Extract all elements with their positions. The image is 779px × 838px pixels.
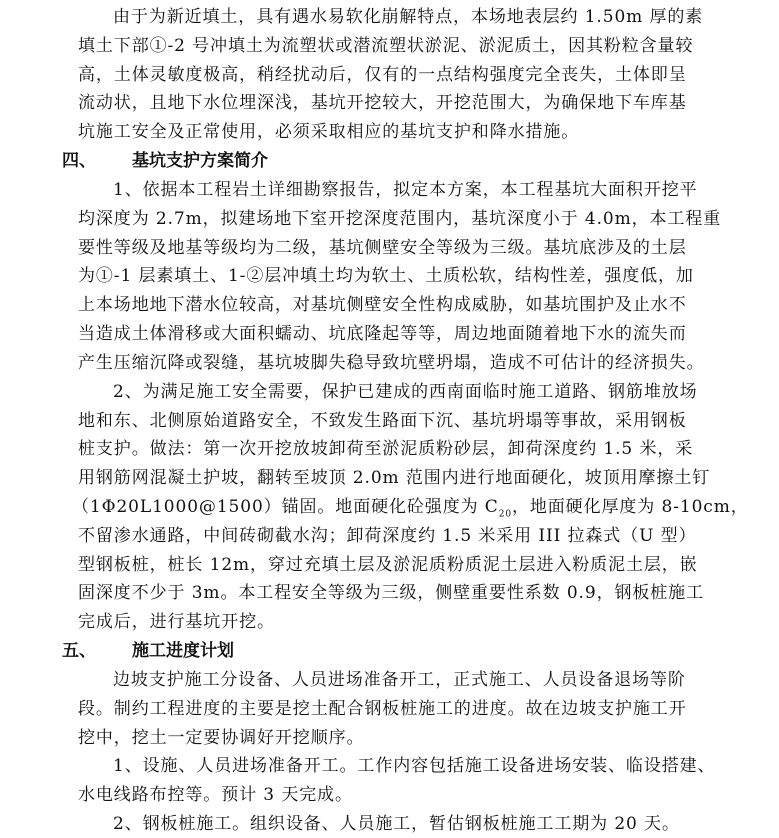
text-line: 填土下部①-2 号冲填土为流塑状或潜流塑状淤泥、淤泥质土，因其粉粒含量较 (78, 36, 694, 56)
text-line: 段。制约工程进度的主要是挖土配合钢板桩施工的进度。故在边坡支护施工开 (78, 699, 687, 719)
text-line: 坑施工安全及正常使用，必须采取相应的基坑支护和降水措施。 (78, 122, 580, 142)
text-segment: （1Φ20L1000@1500）锚固。地面硬化砼强度为 C (72, 497, 499, 517)
text-line (72, 497, 749, 520)
text-line: 2、为满足施工安全需要，保护已建成的西南面临时施工道路、钢筋堆放场 (113, 382, 698, 402)
text-line: 完成后，进行基坑开挖。 (78, 612, 275, 632)
text-line: 由于为新近填土，具有遇水易软化崩解特点，本场地表层约 1.50m 厚的素 (113, 7, 704, 27)
text-line: 用钢筋网混凝土护坡，翻转至坡顶 2.0m 范围内进行地面硬化，坡顶用摩擦土钉 (78, 468, 711, 488)
text-line: 流动状，且地下水位埋深浅，基坑开挖较大，开挖范围大，为确保地下车库基 (78, 93, 687, 113)
section-heading-5 (62, 641, 234, 661)
text-line: 为①-1 层素填土、1-②层冲填土均为软土、土质松软，结构性差，强度低，加 (78, 266, 694, 286)
text-line: 产生压缩沉降或裂缝，基坑坡脚失稳导致坑壁坍塌，造成不可估计的经济损失。 (78, 353, 705, 373)
text-segment: ，地面硬化厚度为 8-10cm， (511, 497, 749, 517)
text-line: 当造成土体滑移或大面积蠕动、坑底隆起等等，周边地面随着地下水的流失而 (78, 324, 687, 344)
text-line: 地和东、北侧原始道路安全，不致发生路面下沉、基坑坍塌等事故，采用钢板 (78, 411, 687, 431)
text-line: 挖中，挖土一定要协调好开挖顺序。 (78, 728, 365, 748)
section-number: 五、 (62, 641, 96, 661)
text-line: 型钢板桩，桩长 12m，穿过充填土层及淤泥质粉质泥土层进入粉质泥土层，嵌 (78, 555, 698, 575)
text-line: 1、依据本工程岩土详细勘察报告，拟定本方案，本工程基坑大面积开挖平 (113, 180, 698, 200)
text-line: 要性等级及地基等级均为二级，基坑侧壁安全等级为三级。基坑底涉及的土层 (78, 238, 687, 258)
section-title: 施工进度计划 (132, 641, 234, 661)
subscript: 20 (498, 509, 512, 520)
section-heading-4 (62, 151, 268, 171)
section-title: 基坑支护方案简介 (132, 151, 268, 171)
text-line: 均深度为 2.7m，拟建场地下室开挖深度范围内，基坑深度小于 4.0m，本工程重 (78, 209, 722, 229)
text-line: 2、钢板桩施工。组织设备、人员施工，暂估钢板桩施工工期为 20 天。 (113, 814, 680, 834)
section-number: 四、 (62, 151, 96, 171)
text-line: 高，土体灵敏度极高，稍经扰动后，仅有的一点结构强度完全丧失，土体即呈 (78, 65, 687, 85)
text-line: 上本场地地下潜水位较高，对基坑侧壁安全性构成威胁，如基坑围护及止水不 (78, 295, 687, 315)
text-line: 1、设施、人员进场准备开工。工作内容包括施工设备进场安装、临设搭建、 (113, 756, 716, 776)
text-line: 不留渗水通路，中间砖砌截水沟；卸荷深度约 1.5 米采用 III 拉森式（U 型） (78, 526, 697, 546)
text-line: 桩支护。做法：第一次开挖放坡卸荷至淤泥质粉砂层，卸荷深度约 1.5 米，采 (78, 439, 694, 459)
text-line: 水电线路布控等。预计 3 天完成。 (78, 785, 353, 805)
text-line: 固深度不少于 3m。本工程安全等级为三级，侧壁重要性系数 0.9，钢板桩施工 (78, 583, 704, 603)
text-line: 边坡支护施工分设备、人员进场准备开工，正式施工、人员设备退场等阶 (113, 670, 686, 690)
